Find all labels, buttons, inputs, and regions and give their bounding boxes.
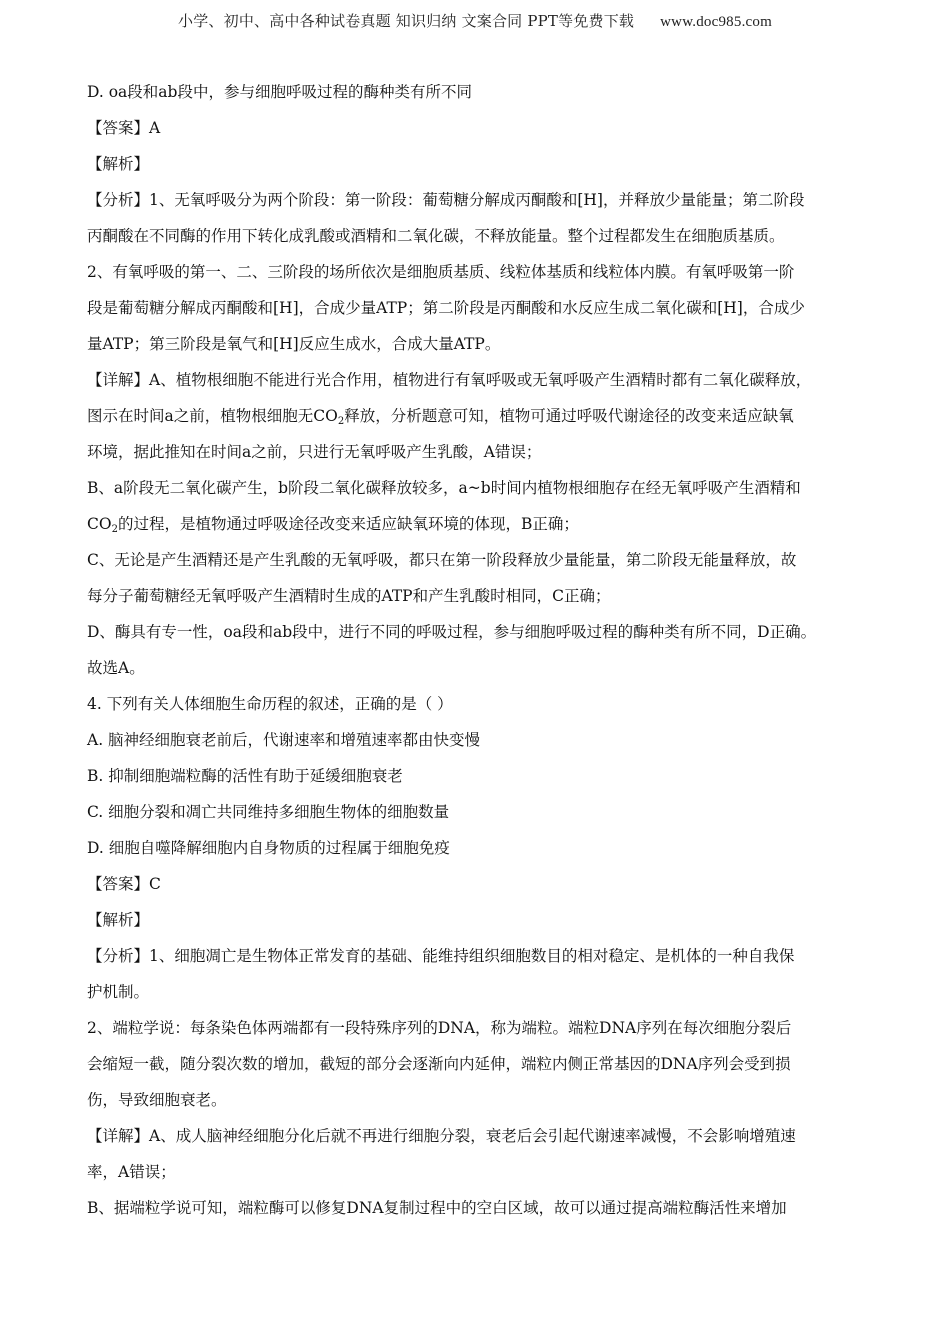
detail-line xyxy=(87,510,877,546)
analysis-label: 【解析】 xyxy=(87,911,150,929)
detail-line: 【详解】A、植物根细胞不能进行光合作用，植物进行有氧呼吸或无氧呼吸产生酒精时都有二氧化碳释放， xyxy=(87,371,812,389)
analysis-line: 丙酮酸在不同酶的作用下转化成乳酸或酒精和二氧化碳，不释放能量。整个过程都发生在细胞质基质。 xyxy=(87,227,785,245)
detail-line: 【详解】A、成人脑神经细胞分化后就不再进行细胞分裂，衰老后会引起代谢速率减慢，不会影响增殖速 xyxy=(87,1127,796,1145)
option-c: C. 细胞分裂和凋亡共同维持多细胞生物体的细胞数量 xyxy=(87,803,450,821)
answer-label: 【答案】C xyxy=(87,875,161,893)
detail-line: 率，A错误； xyxy=(87,1163,176,1181)
option-a: A. 脑神经细胞衰老前后，代谢速率和增殖速率都由快变慢 xyxy=(87,731,481,749)
text-fragment: 的过程，是植物通过呼吸途径改变来适应缺氧环境的体现，B正确； xyxy=(117,515,579,533)
detail-line xyxy=(87,402,877,438)
analysis-line: 2、端粒学说：每条染色体两端都有一段特殊序列的DNA，称为端粒。端粒DNA序列在每次细胞分裂后 xyxy=(87,1019,792,1037)
detail-line: 环境，据此推知在时间a之前，只进行无氧呼吸产生乳酸，A错误； xyxy=(87,443,542,461)
header-site[interactable]: www.doc985.com xyxy=(660,14,772,30)
analysis-line: 量ATP；第三阶段是氧气和[H]反应生成水，合成大量ATP。 xyxy=(87,335,501,353)
text-fragment: 图示在时间a之前，植物根细胞无CO xyxy=(87,407,338,425)
analysis-line: 2、有氧呼吸的第一、二、三阶段的场所依次是细胞质基质、线粒体基质和线粒体内膜。有氧呼吸第一阶 xyxy=(87,263,795,281)
question-stem: 4. 下列有关人体细胞生命历程的叙述，正确的是（ ） xyxy=(87,695,453,713)
header-text: 小学、初中、高中各种试卷真题 知识归纳 文案合同 PPT等免费下载 xyxy=(178,12,635,30)
analysis-line: 【分析】1、细胞凋亡是生物体正常发育的基础、能维持组织细胞数目的相对稳定、是机体的一种自我保 xyxy=(87,947,795,965)
analysis-line: 伤，导致细胞衰老。 xyxy=(87,1091,227,1109)
detail-line: D、酶具有专一性，oa段和ab段中，进行不同的呼吸过程，参与细胞呼吸过程的酶种类有所不同，D正确。 xyxy=(87,623,817,641)
detail-line: C、无论是产生酒精还是产生乳酸的无氧呼吸，都只在第一阶段释放少量能量，第二阶段无能量释放，故 xyxy=(87,551,797,569)
detail-line: B、据端粒学说可知，端粒酶可以修复DNA复制过程中的空白区域，故可以通过提高端粒酶活性来增加 xyxy=(87,1199,787,1217)
text-fragment: 释放，分析题意可知，植物可通过呼吸代谢途径的改变来适应缺氧 xyxy=(344,407,794,425)
document-body xyxy=(87,78,877,1230)
analysis-line: 段是葡萄糖分解成丙酮酸和[H]，合成少量ATP；第二阶段是丙酮酸和水反应生成二氧化碳和[H]，合成少 xyxy=(87,299,805,317)
option-d: D. 细胞自噬降解细胞内自身物质的过程属于细胞免疫 xyxy=(87,839,450,857)
subscript: 2 xyxy=(111,524,118,535)
detail-line: 每分子葡萄糖经无氧呼吸产生酒精时生成的ATP和产生乳酸时相同，C正确； xyxy=(87,587,611,605)
detail-line: B、a阶段无二氧化碳产生，b阶段二氧化碳释放较多，a~b时间内植物根细胞存在经无氧呼吸产生酒精和 xyxy=(87,479,801,497)
analysis-line: 护机制。 xyxy=(87,983,150,1001)
option-b: B. 抑制细胞端粒酶的活性有助于延缓细胞衰老 xyxy=(87,767,403,785)
page-header xyxy=(0,10,950,31)
text-fragment: CO xyxy=(87,515,112,533)
analysis-line: 【分析】1、无氧呼吸分为两个阶段：第一阶段：葡萄糖分解成丙酮酸和[H]，并释放少量能量；第二阶段 xyxy=(87,191,805,209)
option-d-line: D. oa段和ab段中，参与细胞呼吸过程的酶种类有所不同 xyxy=(87,83,472,101)
conclusion-line: 故选A。 xyxy=(87,659,145,677)
analysis-line: 会缩短一截，随分裂次数的增加，截短的部分会逐渐向内延伸，端粒内侧正常基因的DNA序列会受到损 xyxy=(87,1055,791,1073)
subscript: 2 xyxy=(337,416,345,427)
answer-label: 【答案】A xyxy=(87,119,161,137)
analysis-label: 【解析】 xyxy=(87,155,150,173)
